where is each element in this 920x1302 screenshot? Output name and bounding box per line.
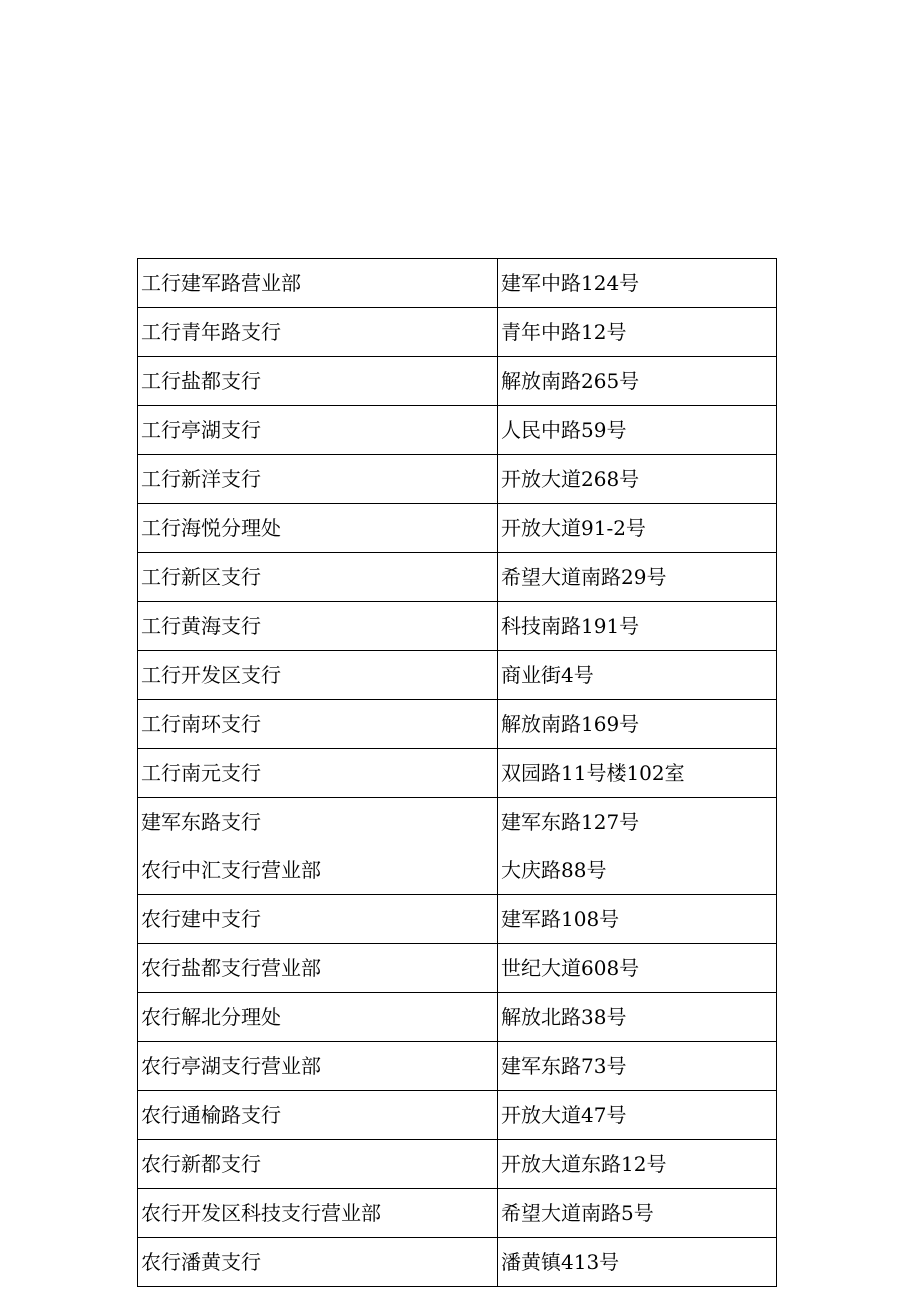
branch-name-cell: 农行中汇支行营业部 (138, 846, 498, 895)
branch-name-cell: 农行新都支行 (138, 1140, 498, 1189)
table-row (138, 504, 777, 553)
table-row (138, 1091, 777, 1140)
branch-name-cell: 工行建军路营业部 (138, 259, 498, 308)
branch-address-cell: 建军路108号 (498, 895, 777, 944)
table-row (138, 1140, 777, 1189)
table-row (138, 553, 777, 602)
branch-address-cell: 商业街4号 (498, 651, 777, 700)
table-row (138, 895, 777, 944)
table-row (138, 308, 777, 357)
branch-name-cell: 农行潘黄支行 (138, 1238, 498, 1287)
branch-address-cell: 希望大道南路5号 (498, 1189, 777, 1238)
branch-name-cell: 农行建中支行 (138, 895, 498, 944)
branch-address-cell: 开放大道东路12号 (498, 1140, 777, 1189)
table-row (138, 749, 777, 798)
table-row (138, 1238, 777, 1287)
table-row (138, 1042, 777, 1091)
branch-name-cell: 农行亭湖支行营业部 (138, 1042, 498, 1091)
table-row (138, 1189, 777, 1238)
branch-address-cell: 开放大道268号 (498, 455, 777, 504)
branch-name-cell: 工行青年路支行 (138, 308, 498, 357)
branch-address-cell: 潘黄镇413号 (498, 1238, 777, 1287)
branch-address-cell: 希望大道南路29号 (498, 553, 777, 602)
branch-name-cell: 农行通榆路支行 (138, 1091, 498, 1140)
branch-name-cell: 工行南元支行 (138, 749, 498, 798)
table-row (138, 700, 777, 749)
table-row (138, 259, 777, 308)
table-row (138, 651, 777, 700)
branch-address-cell: 解放南路169号 (498, 700, 777, 749)
branch-name-cell: 工行亭湖支行 (138, 406, 498, 455)
branch-name-cell: 农行解北分理处 (138, 993, 498, 1042)
branch-name-cell: 工行开发区支行 (138, 651, 498, 700)
branch-name-cell: 工行盐都支行 (138, 357, 498, 406)
branch-address-cell: 青年中路12号 (498, 308, 777, 357)
table-row (138, 944, 777, 993)
table-row (138, 455, 777, 504)
branch-address-cell: 双园路11号楼102室 (498, 749, 777, 798)
table-row (138, 357, 777, 406)
branch-address-cell: 世纪大道608号 (498, 944, 777, 993)
table-row (138, 798, 777, 847)
branch-name-cell: 工行黄海支行 (138, 602, 498, 651)
branch-name-cell: 工行新洋支行 (138, 455, 498, 504)
branch-address-cell: 大庆路88号 (498, 846, 777, 895)
branch-name-cell: 工行新区支行 (138, 553, 498, 602)
branch-address-cell: 开放大道47号 (498, 1091, 777, 1140)
table-row (138, 406, 777, 455)
bank-branch-table (137, 258, 777, 1287)
table-row (138, 602, 777, 651)
branch-name-cell: 工行海悦分理处 (138, 504, 498, 553)
branch-address-cell: 解放南路265号 (498, 357, 777, 406)
branch-address-cell: 建军东路73号 (498, 1042, 777, 1091)
branch-address-cell: 人民中路59号 (498, 406, 777, 455)
branch-address-cell: 科技南路191号 (498, 602, 777, 651)
branch-name-cell: 工行南环支行 (138, 700, 498, 749)
branch-address-cell: 建军中路124号 (498, 259, 777, 308)
table-row (138, 846, 777, 895)
table-row (138, 993, 777, 1042)
branch-address-cell: 开放大道91-2号 (498, 504, 777, 553)
branch-address-cell: 建军东路127号 (498, 798, 777, 847)
branch-address-cell: 解放北路38号 (498, 993, 777, 1042)
branch-name-cell: 农行开发区科技支行营业部 (138, 1189, 498, 1238)
branch-name-cell: 农行盐都支行营业部 (138, 944, 498, 993)
branch-name-cell: 建军东路支行 (138, 798, 498, 847)
